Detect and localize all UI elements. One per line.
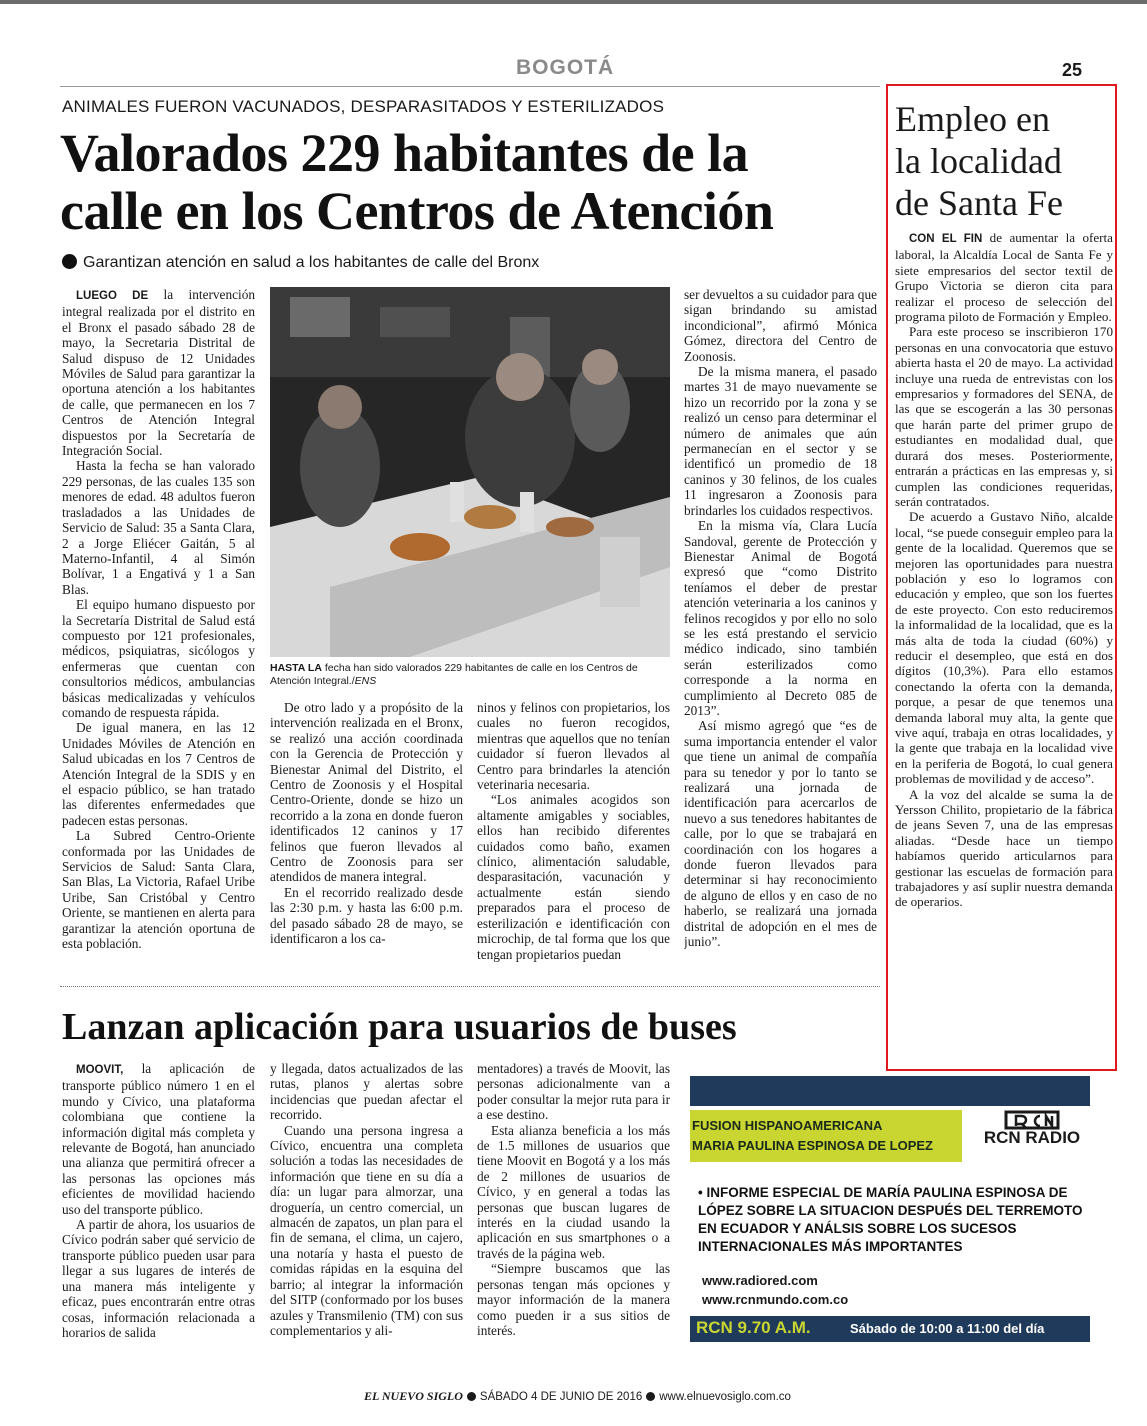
paragraph: A la voz del alcalde se suma la de Yersson Chilito, propietario de la fábrica de jeans Seven 7, una de las empresas aliadas. “Desde hace un tiempo habíamos querido articularnos para gestionar las escuelas de formación para trabajadores y así suplir nuestra demanda de operarios. <box>895 786 1113 910</box>
section-name: BOGOTÁ <box>516 56 615 79</box>
paragraph: ser devueltos a su cuidador para que sigan brindando su amistad incondicional”, afirmó Mónica Gómez, directora del Centro de Zoonosis. <box>684 287 877 364</box>
header-rule <box>60 86 880 87</box>
subhead-text: Garantizan atención en salud a los habitantes de calle del Bronx <box>83 254 540 271</box>
article1-column-1 <box>62 287 255 967</box>
ad-body-text: • INFORME ESPECIAL DE MARÍA PAULINA ESPINOSA DE LÓPEZ SOBRE LA SITUACION DESPUÉS DEL TERREMOTO EN ECUADOR Y ANÁLSIS SOBRE LOS SUCESOS INTERNACIONALES MÁS IMPORTANTES <box>698 1185 1083 1254</box>
page-footer <box>364 1389 791 1404</box>
ad-top-bar <box>690 1076 1090 1106</box>
paragraph: MOOVIT, la aplicación de transporte público número 1 en el mundo y Cívico, una plataforma colombiana que contiene la información digital más completa y relevante de Bogotá, han anunciado una alianza que permitirá ofrecer a las personas las opciones más eficientes de movilidad haciendo uso del transporte público. <box>62 1061 255 1217</box>
sidebar-title-line-2: la localidad <box>895 141 1062 181</box>
paragraph: El equipo humano dispuesto por la Secretaría Distrital de Salud está compuesto por 121 profesionales, médicos, psiquiatras, sicólogos y enfermeras que cuentan con consultorios médicos, ambulancias básicas medicalizadas y vehículos comando de respuesta rápida. <box>62 597 255 720</box>
article2-column-2 <box>270 1061 463 1371</box>
sidebar-title-line-1: Empleo en <box>895 99 1050 139</box>
ad-url-1[interactable]: www.radiored.com <box>702 1273 818 1288</box>
paragraph: ninos y felinos con propietarios, los cuales no fueron recogidos, mientras que aquellos que no tenían cuidador sí fueron llevados al Centro para brindarles la atención veterinaria necesaria. <box>477 700 670 793</box>
paragraph: La Subred Centro-Oriente conformada por las Unidades de Servicios de Salud: Santa Clara, San Blas, La Victoria, Rafael Uribe Uribe, San Cristóbal y Centro Oriente, se mantienen en alerta para garantizar la atención oportuna de esta población. <box>62 828 255 952</box>
paragraph: En la misma vía, Clara Lucía Sandoval, gerente de Protección y Bienestar Animal de Bogotá expresó que “como Distrito teníamos el deber de prestar atención veterinaria a los caninos y felinos recogidos y por ello no solo se les está prestando el servicio médico indicado, sino también serán esterilizados como corresponde a la norma en cumplimiento al Decreto 085 de 2013”. <box>684 518 877 718</box>
paragraph: LUEGO DE la intervención integral realizada por el distrito en el Bronx el pasado sábado 28 de mayo, la Secretaria Distrital de Salud dispuso de 12 Unidades Móviles de Salud para garantizar la oportuna atención a los habitantes de calle, que permanecen en los 7 Centros de Atención Integral dispuestos por la Secretaría de Integración Social. <box>62 287 255 459</box>
paragraph: De la misma manera, el pasado martes 31 de mayo nuevamente se hizo un recorrido por la zona y se realizó un censo para determinar el número de animales que aún permanecían en el sector y se identificó un promedio de 18 caninos y 30 felinos, de los cuales 11 ingresaron a Zoonosis para brindarles los cuidados respectivos. <box>684 364 877 518</box>
dining-hall-photo <box>270 287 670 657</box>
ad-program-host: MARIA PAULINA ESPINOSA DE LOPEZ <box>692 1138 933 1153</box>
paragraph: y llegada, datos actualizados de las rutas, planos y alertas sobre incidencias que puedan afectar el recorrido. <box>270 1061 463 1123</box>
ad-program-name: FUSION HISPANOAMERICANA <box>692 1118 883 1133</box>
footer-date: SÁBADO 4 DE JUNIO DE 2016 <box>479 1391 643 1403</box>
sidebar-body <box>895 230 1113 1058</box>
caption-lead: HASTA LA <box>270 662 322 674</box>
photo-credit: ENS <box>354 675 377 687</box>
paragraph: mentadores) a través de Moovit, las personas adicionalmente van a poder consultar la mejor ruta para ir a ese destino. <box>477 1061 670 1123</box>
paragraph: A partir de ahora, los usuarios de Cívico podrán saber qué servicio de transporte público pueden usar para llegar a sus lugares de interés de una manera más inteligente y eficaz, pues encontrarán entre otras cosas, información relacionada a horarios de salida <box>62 1217 255 1340</box>
bullet-icon <box>646 1392 655 1401</box>
headline-line-2: calle en los Centros de Atención <box>60 181 774 241</box>
ad-frequency: RCN 9.70 A.M. <box>696 1318 811 1337</box>
article2-headline: Lanzan aplicación para usuarios de buses <box>62 1006 737 1048</box>
ad-schedule: Sábado de 10:00 a 11:00 del día <box>850 1321 1045 1336</box>
paragraph: “Los animales acogidos son altamente amigables y sociables, ellos han recibido diferentes cuidados como baño, examen clínico, alimentación saludable, desparasitación, vacunación y actualmente están siendo preparados para el proceso de esterilización e identificación con microchip, de tal forma que los que tengan propietarios puedan <box>477 792 670 962</box>
sidebar-title-line-3: de Santa Fe <box>895 183 1063 223</box>
paragraph: De igual manera, en las 12 Unidades Móviles de Atención en Salud ubicadas en los 7 Centros de Atención Integral de la SDIS y en el espacio público, se han tratado las diferentes enfermedades que padecen estas personas. <box>62 720 255 828</box>
sidebar-title <box>895 98 1110 224</box>
article-subhead <box>62 254 539 272</box>
paragraph: Para este proceso se inscribieron 170 personas en una convocatoria que estuvo abierta hasta el 20 de mayo. La actividad incluye una rueda de entrevistas con los empresarios y formadores del SENA, de las que se escogerán a las 30 personas que harán parte del primer grupo de estudiantes en modalidad dual, que durará dos meses. Posteriormente, entrarán a prácticas en las empresas y, si cumplen las condiciones requeridas, serán contratados. <box>895 324 1113 509</box>
top-border <box>0 0 1147 4</box>
lead-in: LUEGO DE <box>76 290 149 302</box>
paragraph: De acuerdo a Gustavo Niño, alcalde local, “se puede conseguir empleo para la gente de la localidad. Queremos que se mejoren las oportunidades para nuestra población y eso lo logramos con educación y empleo, que son los fuertes de este proyecto. Con esto reduciremos la informalidad de la localidad, que es la más alta de toda la ciudad (60%) y reducir el desempleo, que está en dos dígitos (10,3%). Para ello estamos conectando la oferta con la demanda, porque, a pesar de que tenemos una demanda laboral muy alta, la gente que vive aquí, trabaja en otras localidades, y la gente que trabaja en la localidad vive en la periferia de Bogotá, lo cual genera problemas de movilidad y de acceso”. <box>895 509 1113 787</box>
headline-line-1: Valorados 229 habitantes de la <box>60 123 749 183</box>
article-headline <box>60 124 880 240</box>
newspaper-logo: EL NUEVO SIGLO <box>364 1389 463 1403</box>
ad-program-banner <box>690 1110 962 1162</box>
bullet-icon <box>467 1392 476 1401</box>
paragraph: Esta alianza beneficia a los más de 1.5 millones de usuarios que tiene Moovit en Bogotá y a los más de 2 millones de usuarios de Cívico, y en general a todas las personas que buscan lugares de interés en la ciudad usando la aplicación en sus smartphones o a través de la página web. <box>477 1122 670 1261</box>
paragraph: Hasta la fecha se han valorado 229 personas, de las cuales 135 son menores de edad. 48 adultos fueron trasladados a las Unidades de Servicio de Salud: 35 a Santa Clara, 2 a Jorge Eliécer Gaitán, 5 al Materno-Infantil, 4 al Simón Bolívar, 1 a Engativá y 1 a San Blas. <box>62 458 255 597</box>
paragraph: “Siempre buscamos que las personas tengan más opciones y mayor información de la manera como pueden ir a sus sitios de interés. <box>477 1261 670 1338</box>
article-kicker: ANIMALES FUERON VACUNADOS, DESPARASITADOS Y ESTERILIZADOS <box>62 97 665 116</box>
rcn-radio-ad <box>690 1076 1090 1344</box>
ad-url-2[interactable]: www.rcnmundo.com.co <box>702 1292 849 1307</box>
article1-column-2 <box>270 700 463 968</box>
footer-website[interactable]: www.elnuevosiglo.com.co <box>659 1391 791 1403</box>
paragraph: En el recorrido realizado desde las 2:30 p.m. y hasta las 6:00 p.m. del pasado sábado 28 de mayo, se identificaron a los ca- <box>270 884 463 947</box>
paragraph: Cuando una persona ingresa a Cívico, encuentra una completa solución a todas las necesidades de información que tiene en su día a día: un lugar para almorzar, una droguería, un centro comercial, un almacén de zapatos, un plan para el fin de semana, el clima, un cajero, una notaría y hasta el puesto de comidas rápidas en la esquina del barrio; al integrar la información del SITP (conformado por los buses azules y Transmilenio (TM) con sus complementarios y ali- <box>270 1122 463 1338</box>
paragraph: De otro lado y a propósito de la intervención realizada en el Bronx, se realizó una acción coordinada con la Gerencia de Protección y Bienestar Animal del Distrito, el Centro de Zoonosis y el Hospital Centro-Oriente, donde se hizo un recorrido a la zona en donde fueron identificados 12 caninos y 17 felinos que fueron llevados al Centro de Zoonosis para ser atendidos de manera integral. <box>270 700 463 885</box>
page-number: 25 <box>1062 60 1083 80</box>
lead-in: MOOVIT, <box>76 1064 124 1076</box>
article2-column-3 <box>477 1061 670 1371</box>
article1-column-4 <box>684 287 877 967</box>
bullet-icon <box>62 254 77 269</box>
ad-footer-bar <box>690 1316 1090 1342</box>
paragraph: CON EL FIN de aumentar la oferta laboral, la Alcaldía Local de Santa Fe y siete empresarios del sector textil de Grupo Victoria se dieron cita para realizar el proceso de selección del programa piloto de Formación y Empleo. <box>895 230 1113 325</box>
section-divider <box>60 986 880 987</box>
paragraph: Así mismo agregó que “es de suma importancia entender el valor que tiene un animal de compañía para su tenedor y por lo tanto se realizará una jornada de identificación para acercarlos de nuevo a sus tenedores habitantes de calle, por lo que se trabajará en coordinación con los hogares a donde fueron llevados para determinar si hay reconocimiento de alguno de ellos y en caso de no haberlo, se realizará una jornada distrital de adopción en el mes de junio”. <box>684 718 877 950</box>
article1-column-3 <box>477 700 670 968</box>
lead-in: CON EL FIN <box>909 233 983 245</box>
ad-brand: RCN RADIO <box>983 1128 1081 1147</box>
article-photo <box>270 287 670 657</box>
photo-caption: HASTA LA fecha han sido valorados 229 habitantes de calle en los Centros de Atención Integral./ENS <box>270 662 638 687</box>
article2-column-1 <box>62 1061 255 1371</box>
